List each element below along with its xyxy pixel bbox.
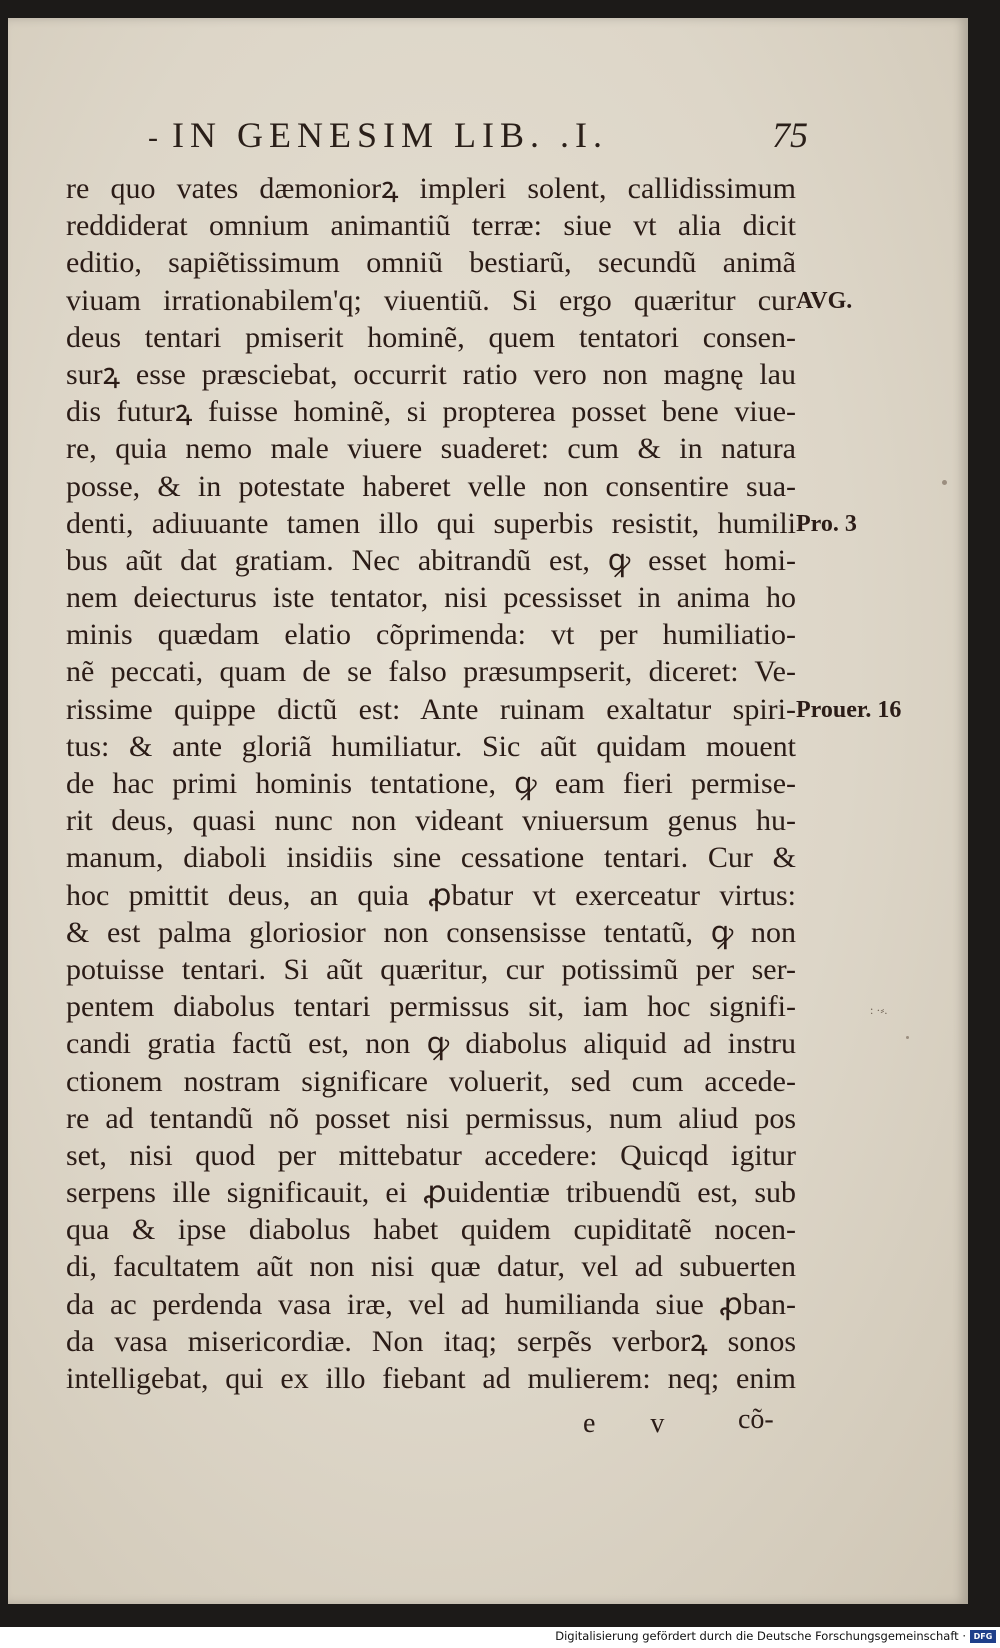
text-line: pentem diabolus tentari permissus sit, iam hoc signifi- [66,990,796,1024]
text-line: editio, sapiẽtissimum omniũ bestiarũ, secundũ animã [66,246,796,280]
text-line: candi gratia factũ est, non ꝙ diabolus aliquid ad instru [66,1027,796,1061]
running-head-title: IN GENESIM LIB. .I. [172,115,608,155]
text-line: di, facultatem aũt non nisi quæ datur, vel ad subuerten [66,1250,796,1284]
text-line: rissime quippe dictũ est: Ante ruinam exaltatur spiri- [66,692,796,726]
text-line: nẽ peccati, quam de se falso præsumpserit, diceret: Ve- [66,655,796,689]
ink-spot [942,480,947,485]
text-line: re ad tentandũ nõ posset nisi permissus, num aliud pos [66,1101,796,1135]
text-line: tus: & ante gloriã humiliatur. Sic aũt quidam mouent [66,729,796,763]
text-line: deus tentari pmiserit hominẽ, quem tentatori consen- [66,320,796,354]
book-page [8,18,968,1604]
text-line: hoc pmittit deus, an quia ꝓbatur vt exerceatur virtus: [66,878,796,912]
text-line: viuam irrationabilem'q; viuentiũ. Si ergo quæritur cur [66,283,796,317]
signature-mark: e v [583,1408,689,1439]
text-line: dis futurꝝ fuisse hominẽ, si propterea posset bene viue- [66,395,796,429]
text-line: potuisse tentari. Si aũt quæritur, cur potissimũ per ser- [66,952,796,986]
text-line: da ac perdenda vasa iræ, vel ad humilianda siue ꝓban- [66,1287,796,1321]
margin-note: Prouer. 16 [796,696,902,723]
text-line: set, nisi quod per mittebatur accedere: Quicqd igitur [66,1138,796,1172]
text-line: bus aũt dat gratiam. Nec abitrandũ est, ꝙ esset homi- [66,543,796,577]
funding-credit: Digitalisierung gefördert durch die Deutsche Forschungsgemeinschaft · [555,1629,966,1643]
footer-bar [0,1627,1000,1648]
running-head [148,114,808,156]
text-line: & est palma gloriosior non consensisse tentatũ, ꝙ non [66,915,796,949]
text-line: re quo vates dæmoniorꝝ impleri solent, callidissimum [66,172,796,205]
catchword: cõ- [738,1404,774,1435]
ink-spot [906,1036,909,1039]
text-line: qua & ipse diabolus habet quidem cupiditatẽ nocen- [66,1213,796,1247]
margin-note: Pro. 3 [796,510,857,537]
text-line: serpens ille significauit, ei ꝓuidentiæ tribuendũ est, sub [66,1176,796,1210]
text-line: ctionem nostram significare voluerit, sed cum accede- [66,1064,796,1098]
text-line: rit deus, quasi nunc non videant vniuersum genus hu- [66,804,796,838]
text-line: intelligebat, qui ex illo fiebant ad mulierem: neq; enim [66,1362,796,1395]
stray-mark: : ·⸗. [870,1003,888,1017]
body-text [66,170,796,1397]
text-line: posse, & in potestate haberet velle non consentire sua- [66,469,796,503]
page-number: 75 [772,115,808,155]
text-line: surꝝ esse præsciebat, occurrit ratio vero non magnę lau [66,357,796,391]
text-line: re, quia nemo male viuere suaderet: cum & in natura [66,432,796,466]
text-line: denti, adiuuante tamen illo qui superbis resistit, humili [66,506,796,540]
text-line: manum, diaboli insidiis sine cessatione tentari. Cur & [66,841,796,875]
text-line: reddiderat omnium animantiũ terræ: siue vt alia dicit [66,209,796,243]
text-line: da vasa misericordiæ. Non itaq; serpẽs verborꝝ sonos [66,1324,796,1358]
text-line: nem deiecturus iste tentator, nisi pcessisset in anima ho [66,581,796,615]
text-line: de hac primi hominis tentatione, ꝙ eam fieri permise- [66,767,796,800]
running-head-dash: - [148,121,158,154]
margin-note: AVG. [796,287,853,314]
text-line: minis quædam elatio cõprimenda: vt per humiliatio- [66,618,796,652]
dfg-logo: DFG [970,1630,996,1643]
